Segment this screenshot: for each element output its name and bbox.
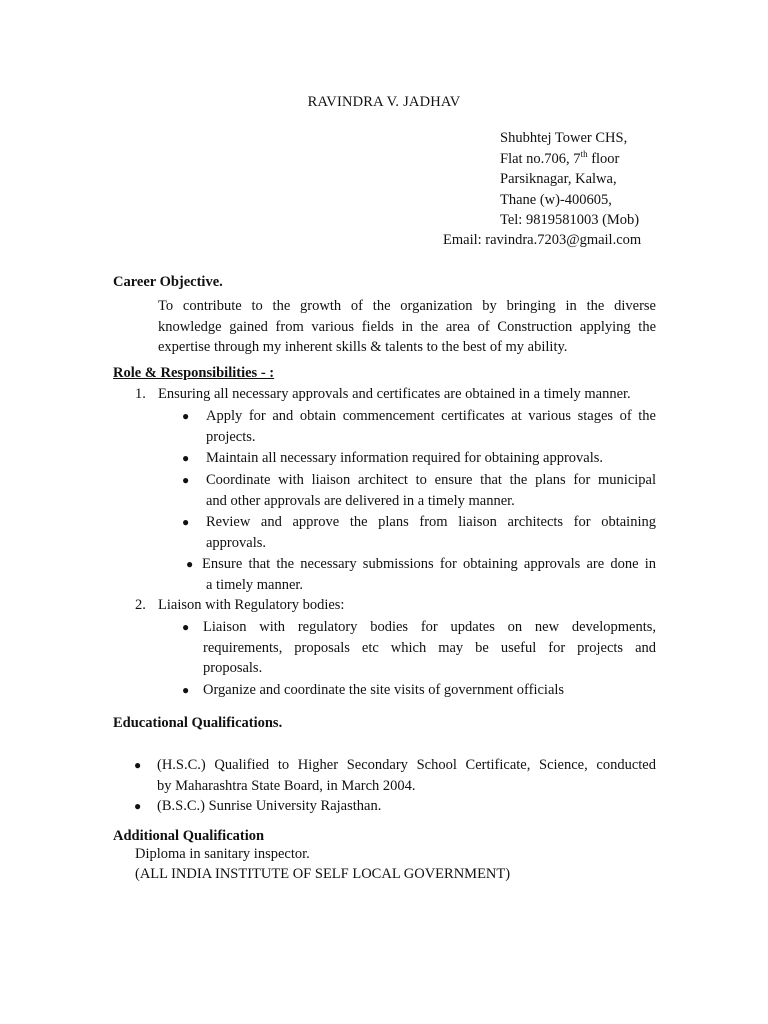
roles-heading: Role & Responsibilities - : xyxy=(113,365,275,381)
bullet-icon: ● xyxy=(182,473,190,487)
floor-superscript: th xyxy=(580,148,588,159)
address-line-3: Parsiknagar, Kalwa, xyxy=(500,171,617,187)
career-objective-heading: Career Objective. xyxy=(113,274,223,290)
address-line-1: Shubhtej Tower CHS, xyxy=(500,130,628,146)
role-1-bullet-2: ● Maintain all necessary information required for obtaining approvals. xyxy=(182,448,656,469)
address-line-2: Flat no.706, 7th floor xyxy=(500,148,620,167)
phone-line: Tel: 9819581003 (Mob) xyxy=(500,212,640,228)
bullet-icon: ● xyxy=(182,451,190,465)
education-item-1: ● (H.S.C.) Qualified to Higher Secondary School Certificate, Science, conducted by Maharashtra State Board, in March 2004. xyxy=(134,757,656,794)
objective-line: knowledge gained from various fields in the area of Construction applying the xyxy=(158,318,656,335)
role-number: 2. xyxy=(135,597,146,613)
bullet-icon: ● xyxy=(182,620,190,634)
role-title: Ensuring all necessary approvals and certificates are obtained in a timely manner. xyxy=(158,386,631,402)
bullet-icon: ● xyxy=(182,409,190,423)
bullet-icon: ● xyxy=(182,515,190,529)
bullet-icon: ● xyxy=(186,557,194,571)
role-1-bullet-3: ● Coordinate with liaison architect to ensure that the plans for municipal and other approvals are delivered in a timely manner. xyxy=(182,472,656,509)
role-item-1 xyxy=(135,384,631,405)
candidate-name: RAVINDRA V. JADHAV xyxy=(307,94,461,110)
role-1-bullet-5: ● Ensure that the necessary submissions for obtaining approvals are done in a timely manner. xyxy=(186,556,656,593)
education-heading: Educational Qualifications. xyxy=(113,715,283,731)
role-2-bullet-1: ● Liaison with regulatory bodies for updates on new developments, requirements, proposals etc which may be useful for projects and proposals. xyxy=(182,619,656,676)
objective-line: expertise through my inherent skills & talents to the best of my ability. xyxy=(158,339,568,355)
additional-heading: Additional Qualification xyxy=(113,828,265,844)
bullet-icon: ● xyxy=(134,758,142,772)
role-number: 1. xyxy=(135,386,146,402)
additional-line-2: (ALL INDIA INSTITUTE OF SELF LOCAL GOVERNMENT) xyxy=(135,866,511,882)
role-title: Liaison with Regulatory bodies: xyxy=(158,597,345,613)
objective-line: To contribute to the growth of the organization by bringing in the diverse xyxy=(158,298,656,314)
role-2-bullet-2: ● Organize and coordinate the site visits of government officials xyxy=(182,680,656,701)
address-block xyxy=(500,128,639,231)
bullet-icon: ● xyxy=(182,683,190,697)
email-line: Email: ravindra.7203@gmail.com xyxy=(443,232,642,248)
role-1-bullet-4: ● Review and approve the plans from liaison architects for obtaining approvals. xyxy=(182,514,656,551)
address-line-4: Thane (w)-400605, xyxy=(500,191,612,208)
bullet-icon: ● xyxy=(134,799,142,813)
role-1-bullet-1: ● Apply for and obtain commencement certificates at various stages of the projects. xyxy=(182,408,656,445)
education-item-2: ● (B.S.C.) Sunrise University Rajasthan. xyxy=(134,796,656,817)
additional-line-1: Diploma in sanitary inspector. xyxy=(135,846,310,862)
role-item-2 xyxy=(135,595,344,616)
career-objective-text xyxy=(158,296,656,358)
